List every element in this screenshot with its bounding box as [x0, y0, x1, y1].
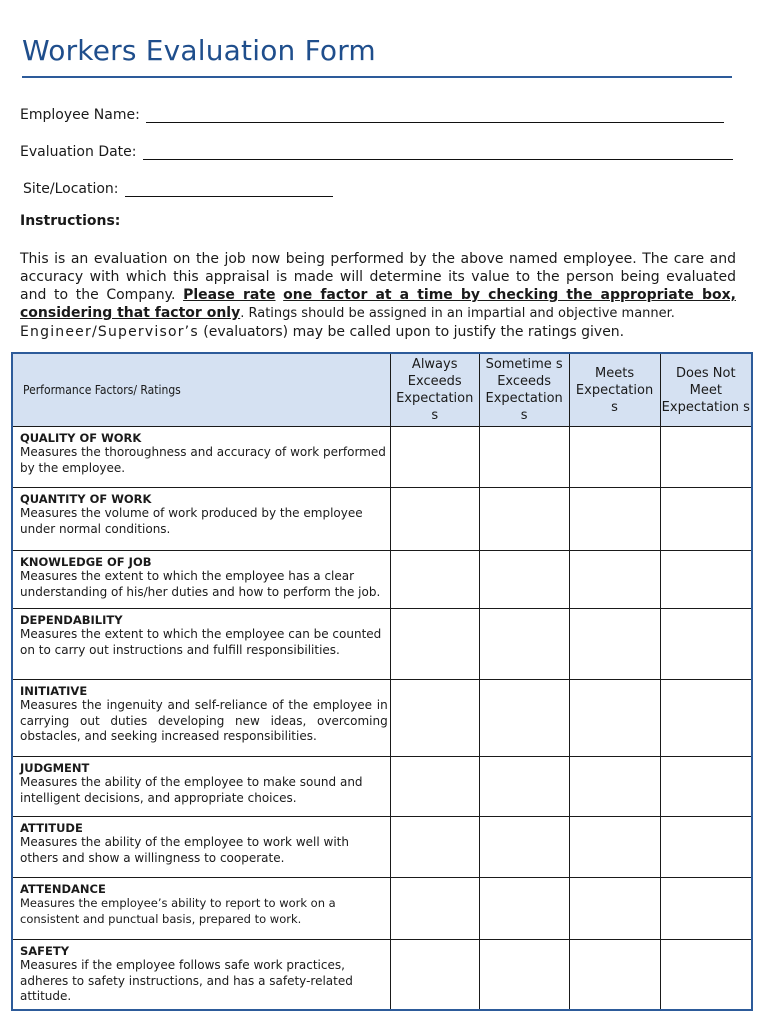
factor-description: Measures the extent to which the employee can be counted on to carry out instructions and fulfill responsibilities. [20, 627, 382, 657]
header-performance-factors: Performance Factors/ Ratings [12, 353, 390, 427]
table-row [12, 757, 752, 817]
rating-checkbox[interactable] [660, 940, 752, 1010]
rating-checkbox[interactable] [660, 427, 752, 488]
factor-name: ATTITUDE [20, 821, 83, 835]
employee-name-label: Employee Name: [20, 107, 140, 123]
rating-checkbox[interactable] [390, 609, 479, 680]
factor-description: Measures the ability of the employee to make sound and intelligent decisions, and appropriate choices. [20, 775, 363, 805]
factor-description: Measures the employee’s ability to report to work on a consistent and punctual basis, prepared to work. [20, 896, 336, 926]
rating-checkbox[interactable] [479, 940, 569, 1010]
rating-checkbox[interactable] [569, 757, 660, 817]
table-row [12, 609, 752, 680]
factor-cell [12, 609, 390, 680]
rating-checkbox[interactable] [569, 427, 660, 488]
table-row [12, 427, 752, 488]
factor-name: ATTENDANCE [20, 882, 106, 896]
instructions-heading: Instructions: [20, 213, 121, 229]
factor-cell [12, 878, 390, 940]
rating-checkbox[interactable] [390, 817, 479, 878]
rating-checkbox[interactable] [390, 878, 479, 940]
rating-checkbox[interactable] [390, 427, 479, 488]
rating-checkbox[interactable] [390, 680, 479, 757]
form-title: Workers Evaluation Form [22, 34, 376, 67]
rating-checkbox[interactable] [660, 609, 752, 680]
factor-name: KNOWLEDGE OF JOB [20, 555, 152, 569]
factor-description: Measures the ability of the employee to work well with others and show a willingness to cooperate. [20, 835, 349, 865]
factor-description: Measures the extent to which the employee has a clear understanding of his/her duties and how to perform the job. [20, 569, 381, 599]
rating-checkbox[interactable] [479, 427, 569, 488]
rating-checkbox[interactable] [569, 940, 660, 1010]
evaluation-date-label: Evaluation Date: [20, 144, 137, 160]
rating-checkbox[interactable] [569, 488, 660, 551]
rating-checkbox[interactable] [390, 488, 479, 551]
rating-checkbox[interactable] [569, 551, 660, 609]
factor-description: Measures if the employee follows safe work practices, adheres to safety instructions, and has a safety-related attitude. [20, 958, 353, 1003]
rating-checkbox[interactable] [390, 757, 479, 817]
header-sometimes-exceeds: Sometime s Exceeds Expectation s [479, 353, 569, 427]
factor-name: SAFETY [20, 944, 70, 958]
rating-checkbox[interactable] [479, 757, 569, 817]
table-row [12, 551, 752, 609]
instructions-one-factor: one factor at a time by checking the appropriate box, considering that factor only [20, 287, 736, 321]
factor-description: Measures the thoroughness and accuracy of work performed by the employee. [20, 445, 386, 475]
rating-checkbox[interactable] [390, 551, 479, 609]
employee-name-field[interactable] [146, 108, 724, 123]
title-divider [22, 76, 732, 78]
rating-checkbox[interactable] [569, 680, 660, 757]
factor-cell [12, 817, 390, 878]
instructions-part1: This is an evaluation on the job now being performed by the above named employee. The care and accuracy with which this appraisal is made will determine its value to the person being evaluated and to the Company. [20, 251, 736, 303]
rating-checkbox[interactable] [479, 488, 569, 551]
table-row [12, 878, 752, 940]
instructions-part4: (evaluators) may be called upon to justify the ratings given. [198, 324, 625, 340]
factor-cell [12, 940, 390, 1010]
rating-checkbox[interactable] [479, 878, 569, 940]
rating-checkbox[interactable] [569, 817, 660, 878]
header-meets: Meets Expectation s [569, 353, 660, 427]
rating-checkbox[interactable] [479, 680, 569, 757]
rating-checkbox[interactable] [660, 757, 752, 817]
factor-cell [12, 757, 390, 817]
factor-description: Measures the volume of work produced by the employee under normal conditions. [20, 506, 363, 536]
table-row [12, 940, 752, 1010]
rating-checkbox[interactable] [479, 817, 569, 878]
header-always-exceeds: Always Exceeds Expectation s [390, 353, 479, 427]
factor-name: QUANTITY OF WORK [20, 492, 152, 506]
factor-name: JUDGMENT [20, 761, 90, 775]
table-row [12, 680, 752, 757]
table-row [12, 488, 752, 551]
rating-checkbox[interactable] [569, 878, 660, 940]
header-does-not-meet: Does Not Meet Expectation s [660, 353, 752, 427]
factor-description: Measures the ingenuity and self-reliance of the employee in carrying out duties developing new ideas, overcoming obstacles, and seeking increased responsibilities. [20, 698, 388, 743]
site-location-label: Site/Location: [23, 181, 119, 197]
table-header-row [12, 353, 752, 427]
factor-name: INITIATIVE [20, 684, 88, 698]
rating-checkbox[interactable] [479, 551, 569, 609]
factor-cell [12, 427, 390, 488]
rating-checkbox[interactable] [390, 940, 479, 1010]
factor-cell [12, 551, 390, 609]
instructions-please-rate: Please rate [183, 287, 276, 303]
rating-checkbox[interactable] [569, 609, 660, 680]
rating-checkbox[interactable] [660, 551, 752, 609]
factor-name: DEPENDABILITY [20, 613, 123, 627]
instructions-part2: . Ratings should be assigned in an impartial and objective manner. [240, 306, 675, 321]
instructions-paragraph [20, 250, 736, 341]
factor-name: QUALITY OF WORK [20, 431, 142, 445]
rating-checkbox[interactable] [479, 609, 569, 680]
site-location-row [23, 181, 333, 197]
evaluation-date-row [20, 144, 733, 160]
rating-checkbox[interactable] [660, 817, 752, 878]
evaluation-date-field[interactable] [143, 145, 733, 160]
evaluation-table [11, 352, 753, 1011]
rating-checkbox[interactable] [660, 878, 752, 940]
rating-checkbox[interactable] [660, 488, 752, 551]
site-location-field[interactable] [125, 182, 333, 197]
table-row [12, 817, 752, 878]
employee-name-row [20, 107, 724, 123]
factor-cell [12, 488, 390, 551]
factor-cell [12, 680, 390, 757]
instructions-part3: Engineer/Supervisor’s [20, 324, 199, 340]
rating-checkbox[interactable] [660, 680, 752, 757]
